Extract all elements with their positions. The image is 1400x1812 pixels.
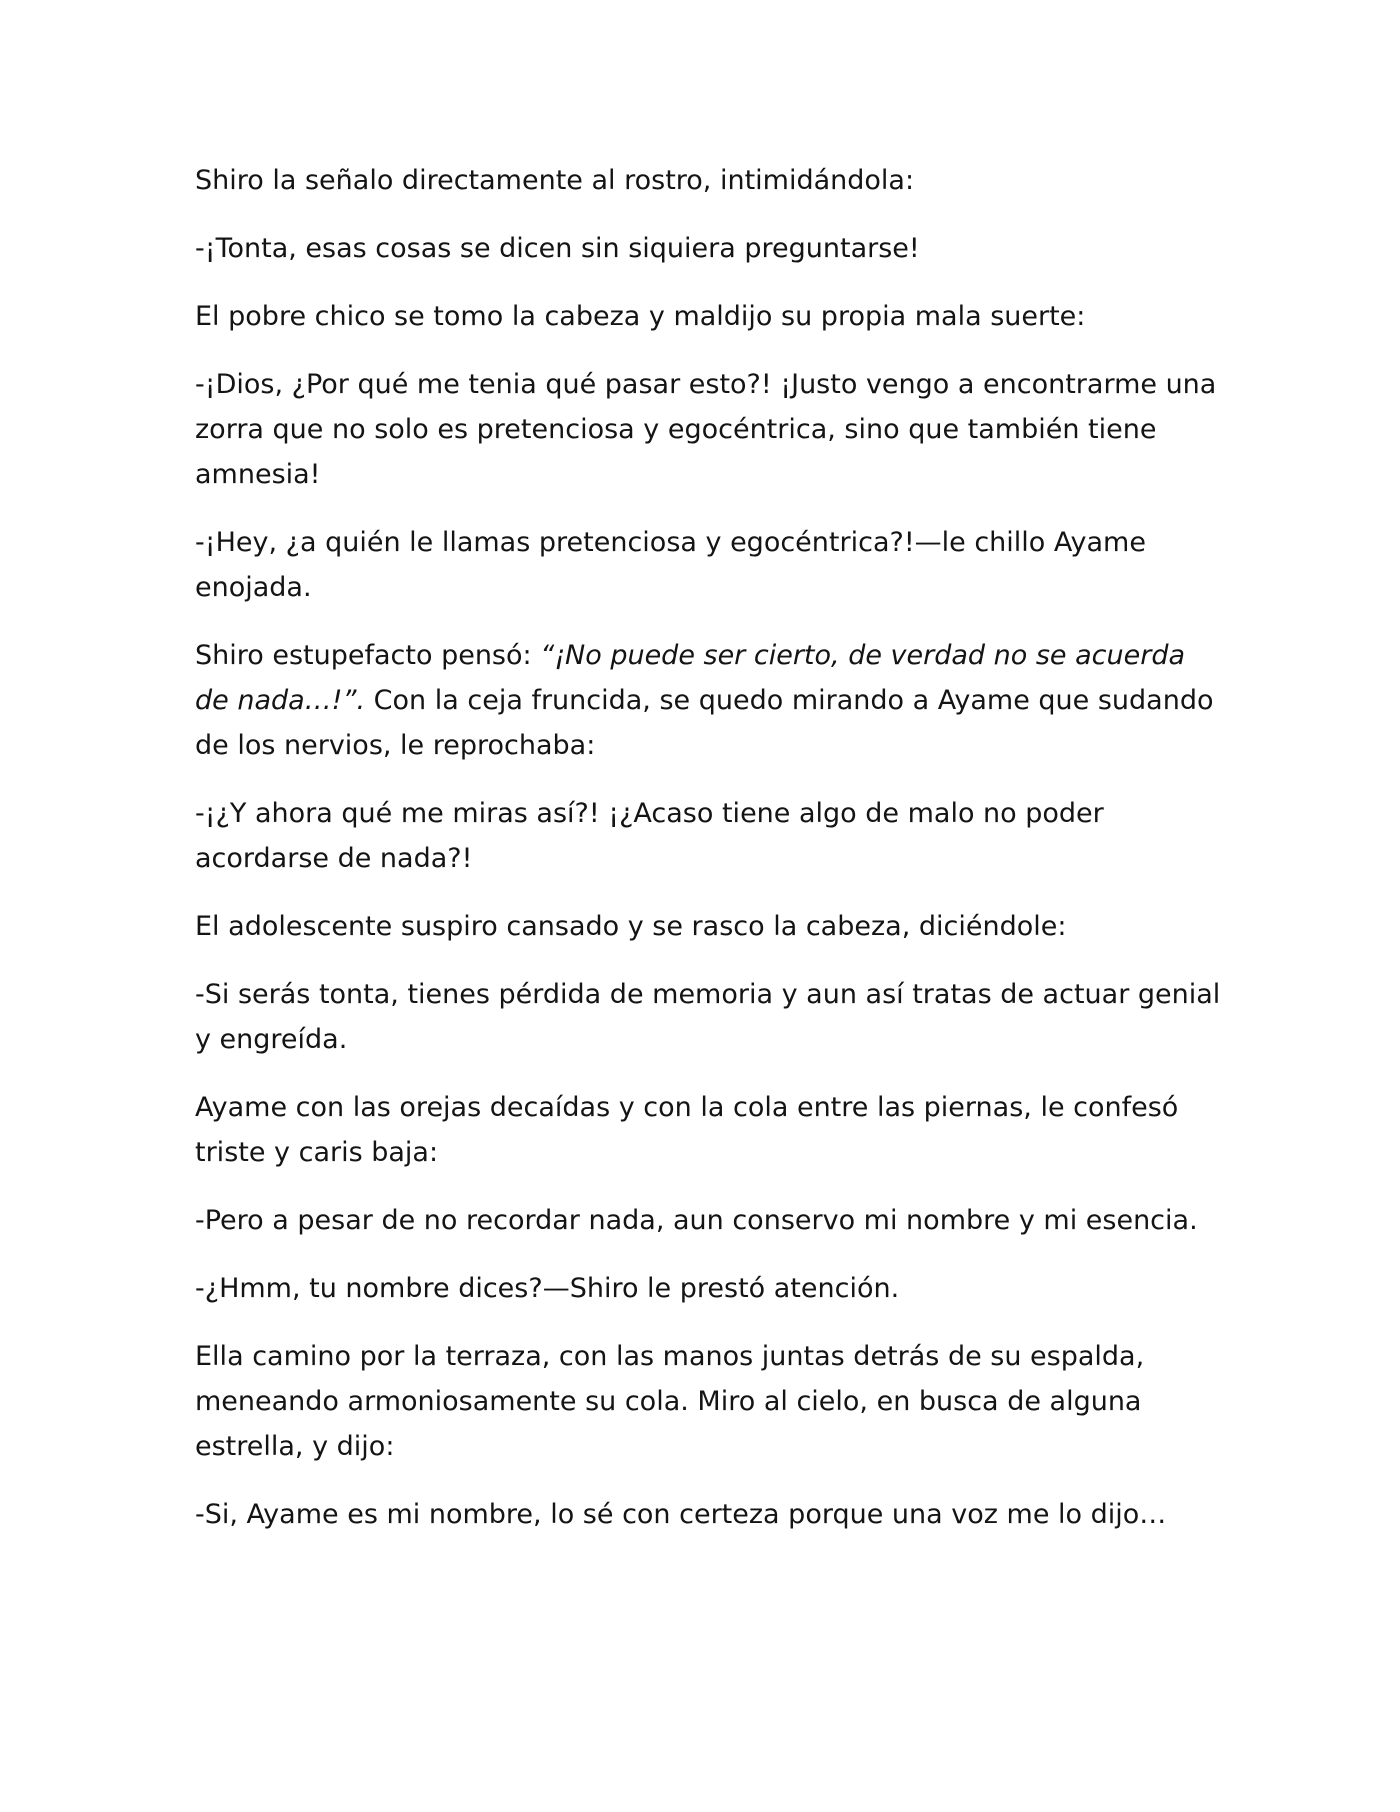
paragraph: El adolescente suspiro cansado y se rasco la cabeza, diciéndole: (195, 911, 1067, 942)
paragraph-text: Shiro estupefacto pensó: (195, 640, 541, 671)
paragraph: Ayame con las orejas decaídas y con la cola entre las piernas, le confesó triste y caris baja: (195, 1092, 1179, 1168)
paragraph: -¿Hmm, tu nombre dices?—Shiro le prestó atención. (195, 1273, 900, 1304)
paragraph: -¡Tonta, esas cosas se dicen sin siquiera preguntarse! (195, 233, 920, 264)
italic-thought: “¡No puede ser cierto, de verdad no se acuerda de nada…!”. (195, 640, 1185, 716)
paragraph: -¡Dios, ¿Por qué me tenia qué pasar esto?! ¡Justo vengo a encontrarme una zorra que no solo es pretenciosa y egocéntrica, sino que también tiene amnesia! (195, 369, 1217, 490)
paragraph: -Pero a pesar de no recordar nada, aun conservo mi nombre y mi esencia. (195, 1205, 1198, 1236)
document-body (195, 158, 1225, 1560)
paragraph-text: Con la ceja fruncida, se quedo mirando a Ayame que sudando de los nervios, le reprochaba: (195, 685, 1214, 761)
paragraph: El pobre chico se tomo la cabeza y maldijo su propia mala suerte: (195, 301, 1086, 332)
paragraph: -Si serás tonta, tienes pérdida de memoria y aun así tratas de actuar genial y engreída. (195, 979, 1221, 1055)
paragraph: Ella camino por la terraza, con las manos juntas detrás de su espalda, meneando armoniosamente su cola. Miro al cielo, en busca de alguna estrella, y dijo: (195, 1341, 1145, 1462)
paragraph: -Si, Ayame es mi nombre, lo sé con certeza porque una voz me lo dijo… (195, 1499, 1167, 1530)
paragraph: -¡Hey, ¿a quién le llamas pretenciosa y egocéntrica?!—le chillo Ayame enojada. (195, 527, 1146, 603)
paragraph: -¡¿Y ahora qué me miras así?! ¡¿Acaso tiene algo de malo no poder acordarse de nada?! (195, 798, 1104, 874)
paragraph: Shiro la señalo directamente al rostro, intimidándola: (195, 165, 915, 196)
paragraph (195, 633, 1225, 768)
